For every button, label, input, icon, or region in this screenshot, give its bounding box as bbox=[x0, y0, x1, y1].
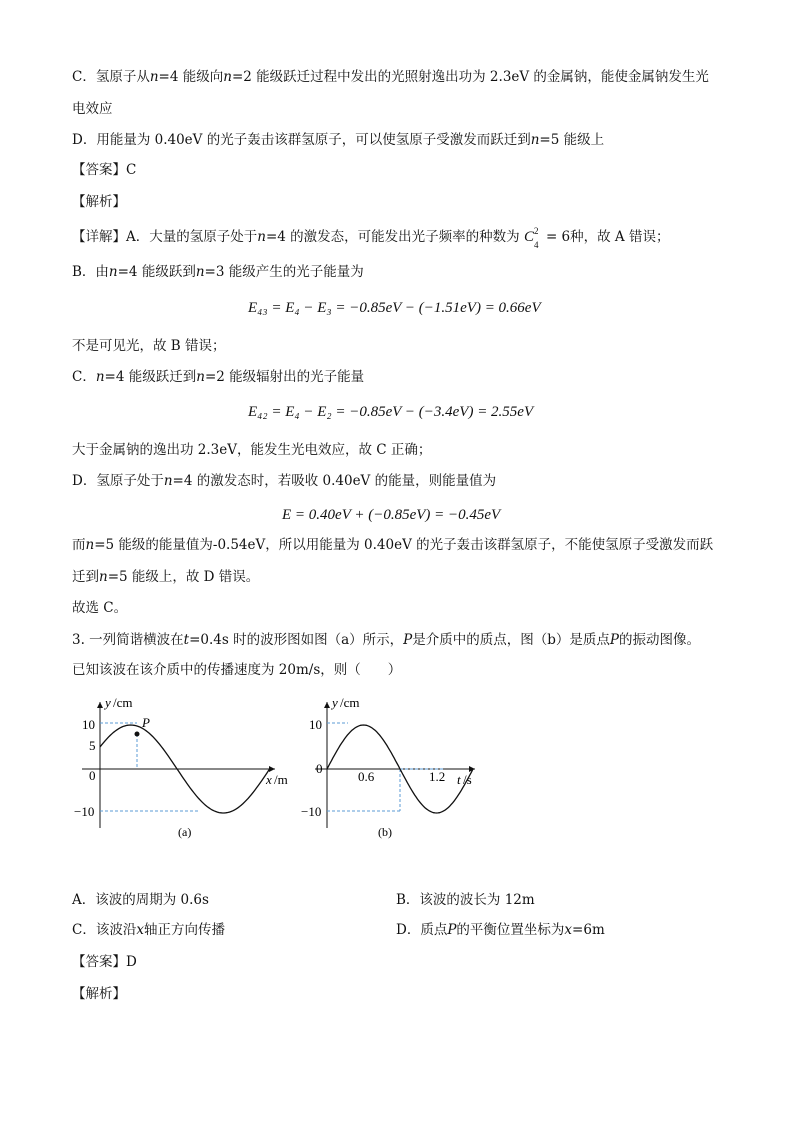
tick-10: 10 bbox=[82, 717, 95, 732]
text: C．氢原子从 bbox=[72, 69, 150, 85]
var-x: x bbox=[136, 922, 144, 938]
figure-a-wave-graph bbox=[70, 690, 295, 845]
var-t: t bbox=[183, 632, 190, 648]
b-line bbox=[72, 262, 364, 282]
text: D．用能量为 0.40eV 的光子轰击该群氢原子，可以使氢原子受激发而跃迁到 bbox=[72, 132, 531, 148]
text: =4 能级跃到 bbox=[117, 264, 196, 280]
text: =6m bbox=[572, 922, 605, 938]
text: =0.4s 时的波形图如图（a）所示， bbox=[189, 632, 404, 648]
tick-neg10: −10 bbox=[301, 804, 322, 819]
equation-total: E = 0.40eV + (−0.85eV) = −0.45eV bbox=[282, 507, 501, 523]
figure-b-caption: (b) bbox=[378, 825, 392, 839]
var-n: n bbox=[95, 369, 105, 385]
tick-0: 0 bbox=[89, 768, 96, 783]
text: =4 的激发态，可能发出光子频率的种数为 bbox=[265, 229, 520, 245]
tick-1-2: 1.2 bbox=[429, 769, 446, 784]
text: 3. 一列简谐横波在 bbox=[72, 632, 184, 648]
analysis-1: 【解析】 bbox=[72, 194, 126, 210]
text: =4 能级向 bbox=[158, 69, 224, 85]
var-n: n bbox=[223, 69, 232, 85]
y-axis-label-var: y bbox=[332, 695, 338, 710]
option-b: B．该波的波长为 12m bbox=[396, 892, 535, 908]
text: 而 bbox=[72, 537, 86, 553]
text: =5 能级上，故 D 错误。 bbox=[107, 569, 260, 585]
t-axis-label-unit: /s bbox=[463, 772, 472, 787]
text: =2 能级辐射出的光子能量 bbox=[204, 369, 365, 385]
combo-sup: 2 bbox=[533, 226, 539, 236]
c-line bbox=[72, 367, 364, 387]
text: =4 能级跃迁到 bbox=[104, 369, 197, 385]
figure-a-caption: (a) bbox=[178, 825, 192, 839]
text: 迁到 bbox=[72, 569, 99, 585]
y-axis-label-var: y bbox=[105, 695, 111, 710]
option-d-line bbox=[72, 130, 604, 150]
option-c bbox=[72, 920, 225, 940]
var-x: x bbox=[564, 922, 573, 938]
text: 轴正方向传播 bbox=[143, 922, 225, 938]
detail-a-line bbox=[72, 226, 670, 250]
option-c-cont: 电效应 bbox=[72, 101, 113, 117]
text: 的平衡位置坐标为 bbox=[456, 922, 565, 938]
d-conclusion-2 bbox=[72, 567, 259, 587]
analysis-2: 【解析】 bbox=[72, 986, 126, 1002]
tick-5: 5 bbox=[89, 738, 96, 753]
text: =2 能级跃迁过程中发出的光照射逸出功为 2.3eV 的金属钠，能使金属钠发生光 bbox=[231, 69, 709, 85]
tick-0: 0 bbox=[316, 761, 323, 776]
x-axis-label-unit: /m bbox=[274, 772, 288, 787]
tick-0-6: 0.6 bbox=[358, 769, 375, 784]
var-n: n bbox=[108, 264, 118, 280]
point-p-marker bbox=[135, 732, 140, 737]
option-c-line bbox=[72, 67, 709, 87]
option-a: A．该波的周期为 0.6s bbox=[72, 892, 209, 908]
var-n: n bbox=[149, 69, 159, 85]
var-n: n bbox=[530, 132, 540, 148]
x-axis-label-var: x bbox=[266, 772, 272, 787]
c-conclusion: 大于金属钠的逸出功 2.3eV，能发生光电效应，故 C 正确； bbox=[72, 442, 432, 458]
d-line bbox=[72, 471, 496, 491]
text: =4 的激发态时，若吸收 0.40eV 的能量，则能量值为 bbox=[172, 473, 497, 489]
combo-c: C bbox=[523, 229, 534, 245]
d-conclusion-1 bbox=[72, 535, 713, 555]
answer-1: 【答案】C bbox=[72, 162, 137, 178]
text: 【详解】A．大量的氢原子处于 bbox=[72, 229, 258, 245]
var-n: n bbox=[195, 264, 205, 280]
tick-neg10: −10 bbox=[74, 804, 95, 819]
text: C．该波沿 bbox=[72, 922, 137, 938]
var-n: n bbox=[85, 537, 95, 553]
text: 是介质中的质点，图（b）是质点 bbox=[412, 632, 610, 648]
question-3-line-2: 已知该波在该介质中的传播速度为 20m/s，则（ ） bbox=[72, 662, 402, 678]
b-conclusion: 不是可见光，故 B 错误； bbox=[72, 338, 226, 354]
y-axis-label-unit: /cm bbox=[113, 695, 133, 710]
answer-2: 【答案】D bbox=[72, 954, 137, 970]
var-p: P bbox=[403, 632, 413, 648]
var-n: n bbox=[163, 473, 173, 489]
text: D．氢原子处于 bbox=[72, 473, 164, 489]
point-p-label: P bbox=[142, 715, 150, 730]
combo-sub: 4 bbox=[533, 240, 539, 250]
text: =5 能级上 bbox=[539, 132, 605, 148]
var-n: n bbox=[99, 569, 108, 585]
var-n: n bbox=[196, 369, 205, 385]
text: B．由 bbox=[72, 264, 109, 280]
question-3-line-1 bbox=[72, 630, 700, 650]
equation-e43: E₄₃ = E₄ − E₃ = −0.85eV − (−1.51eV) = 0.66eV bbox=[248, 300, 541, 316]
tick-10: 10 bbox=[309, 717, 322, 732]
text: =5 能级的能量值为-0.54eV，所以用能量为 0.40eV 的光子轰击该群氢原子，不能使氢原子受激发而跃 bbox=[94, 537, 714, 553]
text: =3 能级产生的光子能量为 bbox=[204, 264, 364, 280]
t-axis-label-var: t bbox=[457, 772, 461, 787]
text: C． bbox=[72, 369, 96, 385]
var-p: P bbox=[609, 632, 620, 648]
y-axis-label-unit: /cm bbox=[340, 695, 360, 710]
text: D．质点 bbox=[396, 922, 448, 938]
equation-e42: E₄₂ = E₄ − E₂ = −0.85eV − (−3.4eV) = 2.55eV bbox=[248, 404, 534, 420]
combination-symbol bbox=[523, 226, 546, 250]
var-p: P bbox=[447, 922, 457, 938]
figure-b-vibration-graph bbox=[295, 690, 485, 845]
option-d bbox=[396, 920, 605, 940]
text: 的振动图像。 bbox=[619, 632, 701, 648]
choose-line: 故选 C。 bbox=[72, 600, 128, 616]
text: = 6种，故 A 错误； bbox=[545, 229, 670, 245]
var-n: n bbox=[257, 229, 266, 245]
